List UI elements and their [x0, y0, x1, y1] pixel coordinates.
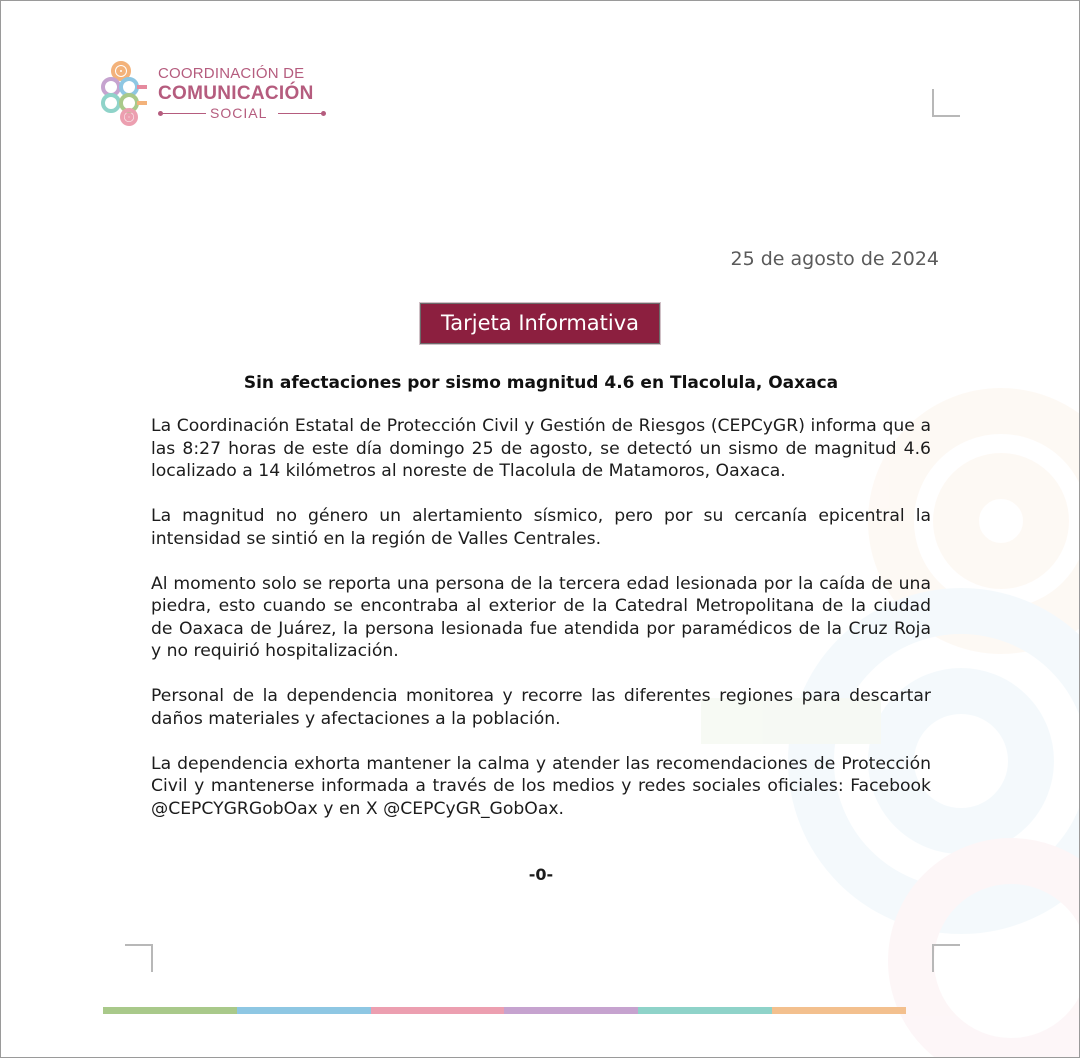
corner-mark-bottom-right [932, 944, 960, 972]
paragraph: La Coordinación Estatal de Protección Civil y Gestión de Riesgos (CEPCyGR) informa que a las 8:27 horas de este día domingo 25 de agosto, se detectó un sismo de magnitud 4.6 localizado a 14 kilómetros al noreste de Tlacolula de Matamoros, Oaxaca. [151, 416, 931, 481]
color-bar-segment [371, 1007, 505, 1014]
document-body [151, 415, 931, 843]
corner-mark-top-right [932, 89, 960, 117]
color-bar-segment [103, 1007, 237, 1014]
paragraph: La dependencia exhorta mantener la calma y atender las recomendaciones de Protección Civil y mantenerse informada a través de los medios y redes sociales oficiales: Facebook @CEPCYGRGobOax y en X @CEPCyGR_GobOax. [151, 753, 931, 819]
color-bar-segment [772, 1007, 906, 1014]
logo-line-right [278, 113, 323, 114]
paragraph: La magnitud no género un alertamiento sísmico, pero por su cercanía epicentral la intensidad se sintió en la región de Valles Centrales. [151, 506, 931, 549]
logo-mark-icon [101, 59, 157, 127]
coordination-logo [101, 59, 341, 129]
logo-line-1: COORDINACIÓN DE [158, 65, 305, 82]
logo-line-2: COMUNICACIÓN [158, 83, 314, 104]
corner-mark-bottom-left [125, 944, 153, 972]
paragraph: Personal de la dependencia monitorea y recorre las diferentes regiones para descartar daños materiales y afectaciones a la población. [151, 686, 931, 729]
color-bar-segment [638, 1007, 772, 1014]
document-heading: Tarjeta Informativa [420, 303, 660, 344]
color-bar-segment [237, 1007, 371, 1014]
color-bar-segment [504, 1007, 638, 1014]
color-bar [103, 1007, 906, 1014]
closing-mark: -0- [528, 865, 554, 884]
document-date: 25 de agosto de 2024 [730, 248, 939, 270]
logo-line-left [161, 113, 206, 114]
logo-social-text: SOCIAL [210, 105, 268, 121]
paragraph: Al momento solo se reporta una persona de la tercera edad lesionada por la caída de una piedra, esto cuando se encontraba al exterior de la Catedral Metropolitana de la ciudad de Oaxaca de Juárez, la persona lesionada fue atendida por paramédicos de la Cruz Roja y no requirió hospitalización. [151, 573, 931, 661]
logo-dot-right [321, 111, 326, 116]
logo-line-3 [158, 105, 348, 121]
document-subtitle: Sin afectaciones por sismo magnitud 4.6 en Tlacolula, Oaxaca [243, 373, 839, 393]
